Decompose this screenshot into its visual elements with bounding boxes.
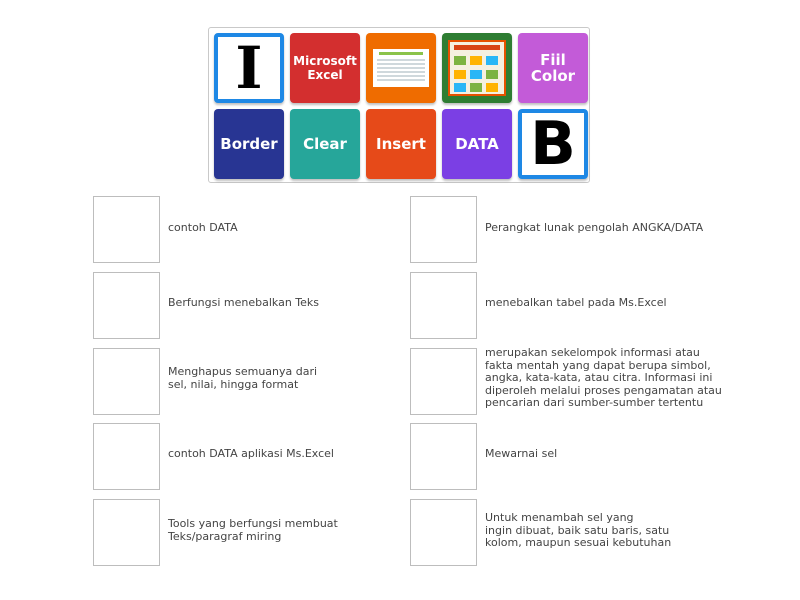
left-description-2: Berfungsi menebalkan Teks bbox=[168, 296, 320, 309]
left-description-4: contoh DATA aplikasi Ms.Excel bbox=[168, 447, 334, 460]
tile-data[interactable]: DATA bbox=[442, 109, 512, 179]
tile-data-poster-image[interactable] bbox=[442, 33, 512, 103]
left-description-3: Menghapus semuanya dari sel, nilai, hingga format bbox=[168, 365, 318, 391]
drop-box-left-5[interactable] bbox=[93, 499, 160, 566]
tile-spreadsheet-image[interactable] bbox=[366, 33, 436, 103]
tile-clear[interactable]: Clear bbox=[290, 109, 360, 179]
right-description-4: Mewarnai sel bbox=[485, 447, 558, 460]
left-description-5: Tools yang berfungsi membuat Teks/paragraf miring bbox=[168, 517, 338, 543]
tile-italic-label: I bbox=[235, 34, 263, 102]
data-poster-thumbnail-image bbox=[448, 40, 506, 96]
drop-box-right-1[interactable] bbox=[410, 196, 477, 263]
drop-box-right-5[interactable] bbox=[410, 499, 477, 566]
drop-box-left-3[interactable] bbox=[93, 348, 160, 415]
drop-box-right-2[interactable] bbox=[410, 272, 477, 339]
tile-insert[interactable]: Insert bbox=[366, 109, 436, 179]
drop-box-left-1[interactable] bbox=[93, 196, 160, 263]
tile-bold-letter[interactable] bbox=[518, 109, 588, 179]
spreadsheet-thumbnail-image bbox=[373, 49, 429, 87]
right-description-5: Untuk menambah sel yang ingin dibuat, baik satu baris, satu kolom, maupun sesuai kebutuhan bbox=[485, 511, 672, 549]
right-description-1: Perangkat lunak pengolah ANGKA/DATA bbox=[485, 221, 704, 234]
right-description-2: menebalkan tabel pada Ms.Excel bbox=[485, 296, 667, 309]
tile-italic-letter[interactable] bbox=[214, 33, 284, 103]
tile-microsoft-excel[interactable]: Microsoft Excel bbox=[290, 33, 360, 103]
drop-box-left-4[interactable] bbox=[93, 423, 160, 490]
drop-box-right-4[interactable] bbox=[410, 423, 477, 490]
tile-bold-label: B bbox=[530, 109, 576, 179]
tile-border[interactable]: Border bbox=[214, 109, 284, 179]
left-description-1: contoh DATA bbox=[168, 221, 238, 234]
tile-fill-color[interactable]: Fiil Color bbox=[518, 33, 588, 103]
drop-box-left-2[interactable] bbox=[93, 272, 160, 339]
tile-bank bbox=[208, 27, 590, 183]
right-description-3: merupakan sekelompok informasi atau fakta mentah yang dapat berupa simbol, angka, kata-kata, atau citra. Informasi ini diperoleh melalui proses pengamatan atau pencarian dari sumber-sumber tertentu bbox=[485, 346, 722, 409]
drop-box-right-3[interactable] bbox=[410, 348, 477, 415]
